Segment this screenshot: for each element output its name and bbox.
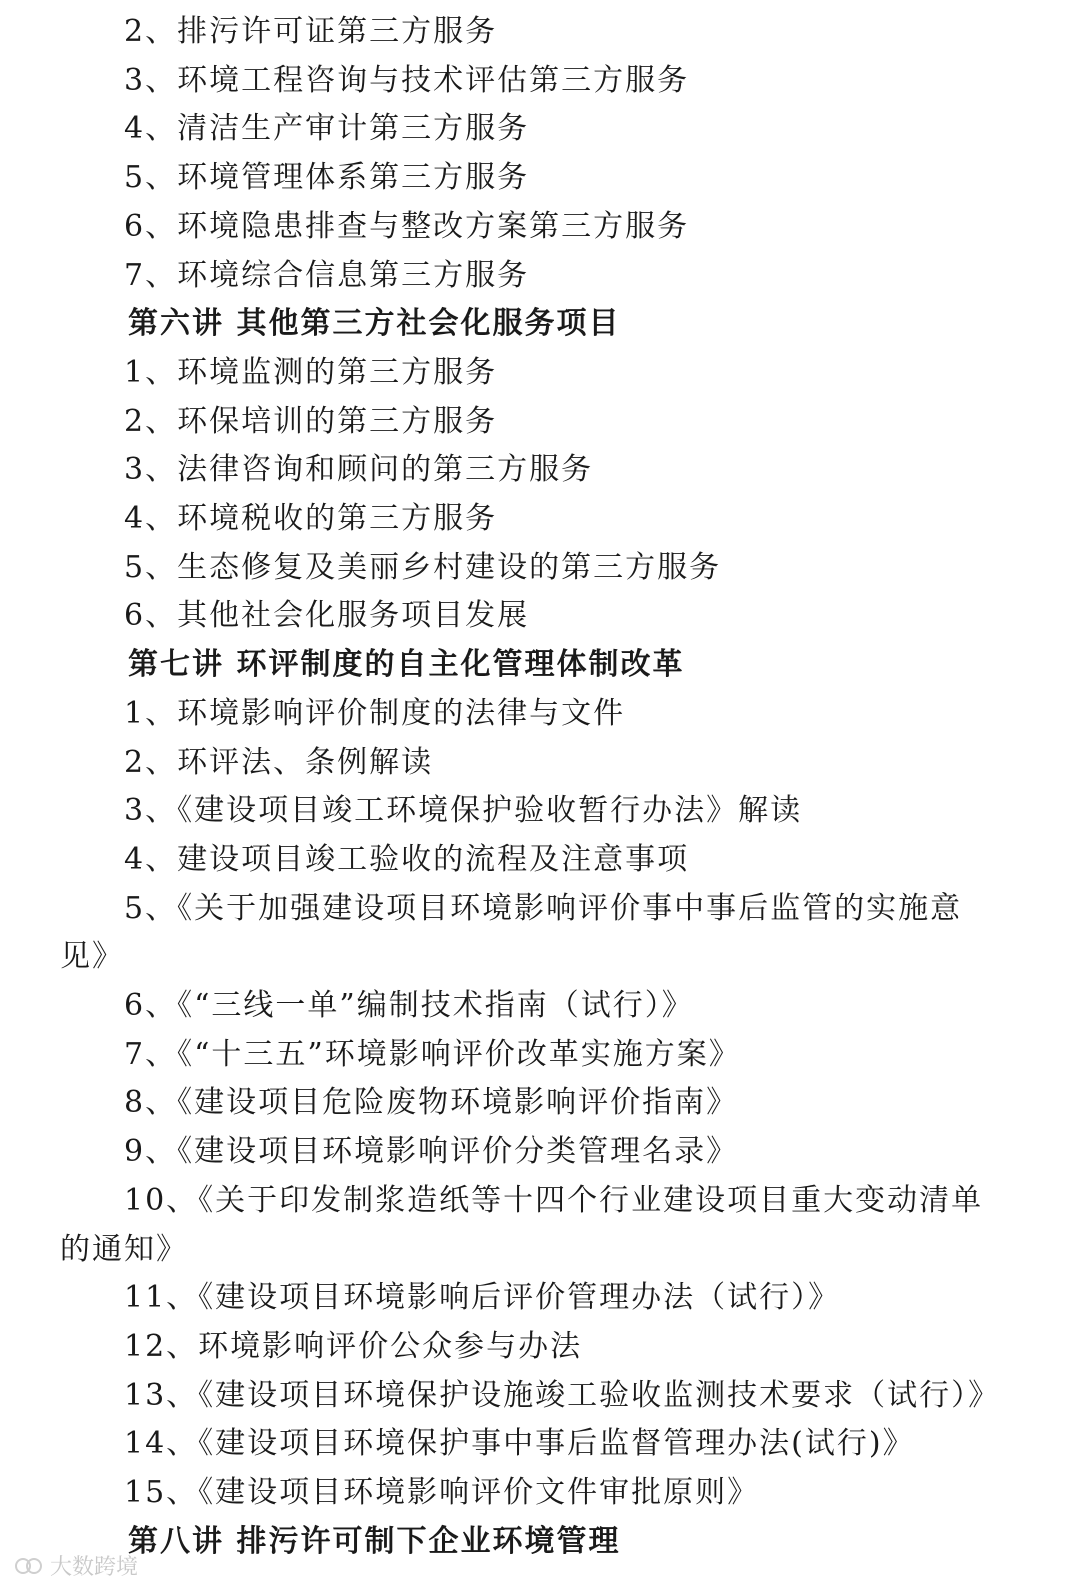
section-heading: 第七讲 环评制度的自主化管理体制改革 <box>128 647 685 683</box>
list-item: 9、《建设项目环境影响评价分类管理名录》 <box>124 1134 739 1170</box>
list-item: 8、《建设项目危险废物环境影响评价指南》 <box>124 1085 739 1121</box>
watermark-text: 大数跨境 <box>50 1555 139 1580</box>
list-item: 3、环境工程咨询与技术评估第三方服务 <box>124 62 690 98</box>
list-item: 6、《“三线一单”编制技术指南（试行）》 <box>124 988 694 1023</box>
list-item: 3、《建设项目竣工环境保护验收暂行办法》解读 <box>124 793 803 829</box>
list-item: 10、《关于印发制浆造纸等十四个行业建设项目重大变动清单 <box>124 1182 984 1218</box>
list-item: 15、《建设项目环境影响评价文件审批原则》 <box>124 1475 760 1510</box>
list-item: 2、环评法、条例解读 <box>124 744 434 780</box>
section-heading: 第六讲 其他第三方社会化服务项目 <box>128 306 621 342</box>
list-item: 4、建设项目竣工验收的流程及注意事项 <box>124 841 690 877</box>
list-item: 14、《建设项目环境保护事中事后监督管理办法(试行)》 <box>124 1426 915 1462</box>
list-item: 5、生态修复及美丽乡村建设的第三方服务 <box>124 549 722 585</box>
list-item: 2、环保培训的第三方服务 <box>124 403 498 439</box>
list-item: 3、法律咨询和顾问的第三方服务 <box>124 452 594 488</box>
list-item: 7、环境综合信息第三方服务 <box>124 257 530 293</box>
list-item: 见》 <box>60 939 124 975</box>
section-heading: 第八讲 排污许可制下企业环境管理 <box>128 1523 621 1559</box>
list-item: 6、环境隐患排查与整改方案第三方服务 <box>124 208 690 244</box>
list-item: 5、《关于加强建设项目环境影响评价事中事后监管的实施意 <box>124 890 963 926</box>
list-item: 1、环境影响评价制度的法律与文件 <box>124 695 626 731</box>
watermark <box>14 1550 138 1581</box>
list-item: 6、其他社会化服务项目发展 <box>124 598 530 634</box>
list-item: 12、环境影响评价公众参与办法 <box>124 1328 583 1364</box>
list-item: 2、排污许可证第三方服务 <box>124 14 498 49</box>
list-item: 7、《“十三五”环境影响评价改革实施方案》 <box>124 1036 741 1072</box>
logo-icon <box>14 1555 44 1577</box>
list-item: 的通知》 <box>60 1231 188 1267</box>
list-item: 13、《建设项目环境保护设施竣工验收监测技术要求（试行）》 <box>124 1377 1001 1413</box>
list-item: 4、环境税收的第三方服务 <box>124 501 498 536</box>
list-item: 11、《建设项目环境影响后评价管理办法（试行）》 <box>124 1280 841 1316</box>
list-item: 1、环境监测的第三方服务 <box>124 354 498 390</box>
list-item: 5、环境管理体系第三方服务 <box>124 160 530 196</box>
list-item: 4、清洁生产审计第三方服务 <box>124 111 530 147</box>
